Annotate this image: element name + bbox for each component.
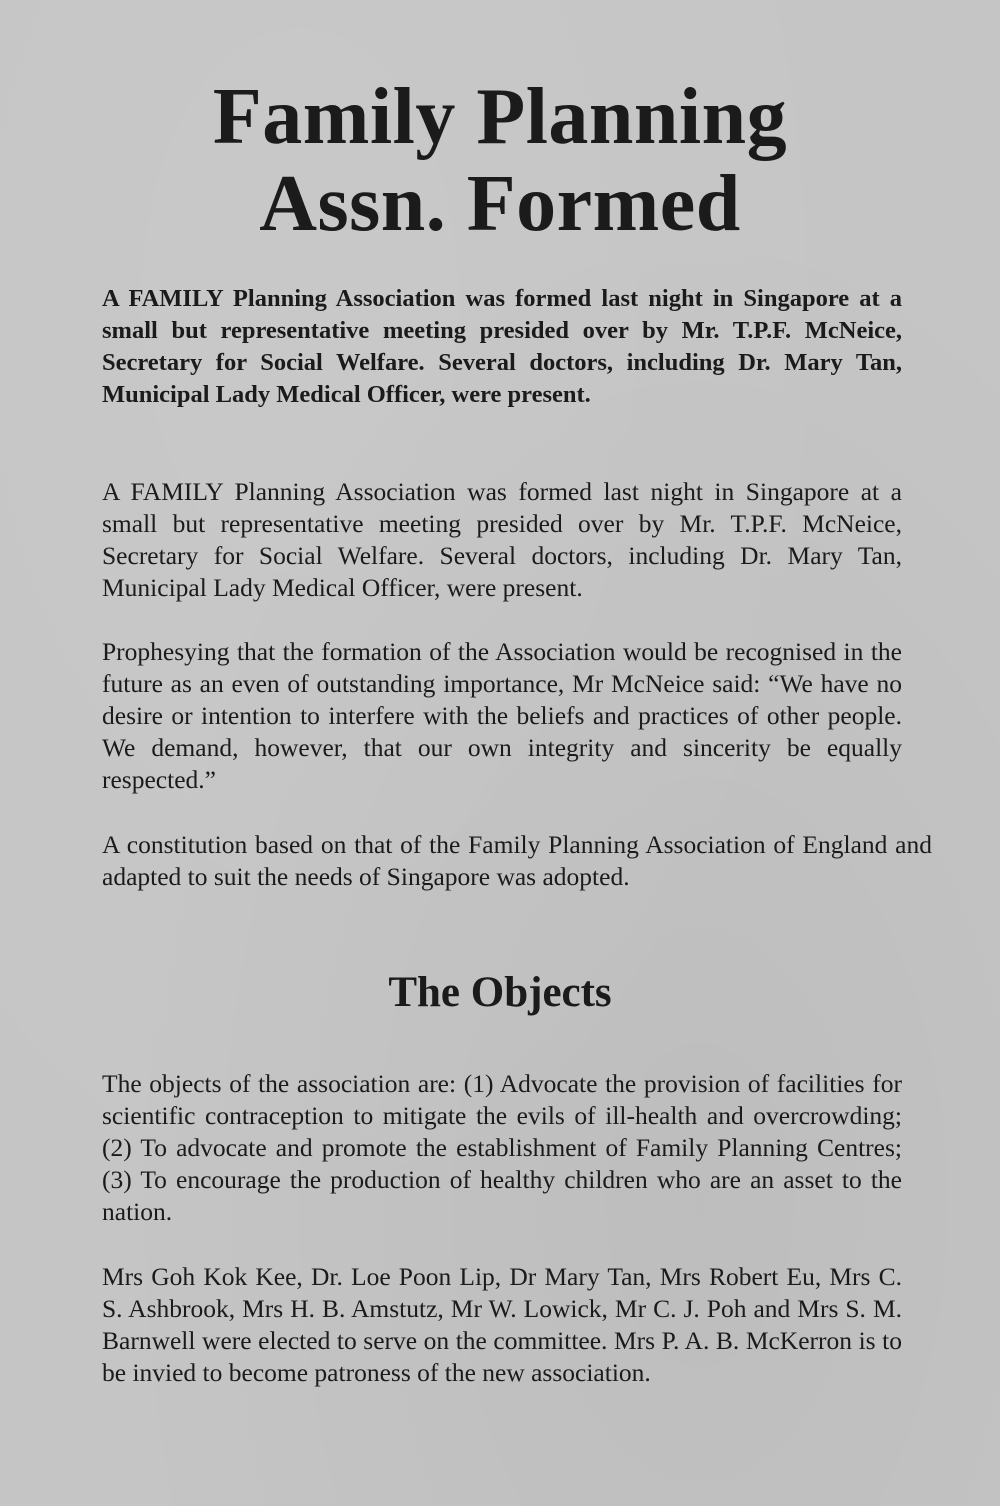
body-paragraph-3: A constitution based on that of the Family Planning Association of England and adapted to suit the needs of Singapore was adopted. <box>102 830 932 891</box>
headline <box>0 74 1000 248</box>
headline-line-1: Family Planning <box>212 73 788 161</box>
headline-line-2: Assn. Formed <box>259 160 741 248</box>
objects-paragraph: The objects of the association are: (1) Advocate the provision of facilities for scientific contraception to mitigate the evils of ill-health and overcrowding; (2) To advocate and promote the establishment of Family Planning Centres; (3) To encourage the production of healthy children who are an asset to the nation. <box>102 1069 902 1226</box>
body-paragraph-2: Prophesying that the formation of the Association would be recognised in the future as an even of outstanding importance, Mr McNeice said: “We have no desire or intention to interfere with the beliefs and practices of other people. We demand, however, that our own integrity and sincerity be equally respected.” <box>102 637 902 794</box>
lead-paragraph: A FAMILY Planning Association was formed last night in Singapore at a small but representative meeting presided over by Mr. T.P.F. McNeice, Secretary for Social Welfare. Several doctors, including Dr. Mary Tan, Municipal Lady Medical Officer, were present. <box>102 285 902 408</box>
section-heading: The Objects <box>388 969 612 1016</box>
body-paragraph-1: A FAMILY Planning Association was formed last night in Singapore at a small but representative meeting presided over by Mr. T.P.F. McNeice, Secretary for Social Welfare. Several doctors, including Dr. Mary Tan, Municipal Lady Medical Officer, were present. <box>102 477 902 602</box>
committee-paragraph: Mrs Goh Kok Kee, Dr. Loe Poon Lip, Dr Mary Tan, Mrs Robert Eu, Mrs C. S. Ashbrook, Mrs H. B. Amstutz, Mr W. Lowick, Mr C. J. Poh and Mrs S. M. Barnwell were elected to serve on the committee. Mrs P. A. B. McKerron is to be invied to become patroness of the new association. <box>102 1262 902 1387</box>
